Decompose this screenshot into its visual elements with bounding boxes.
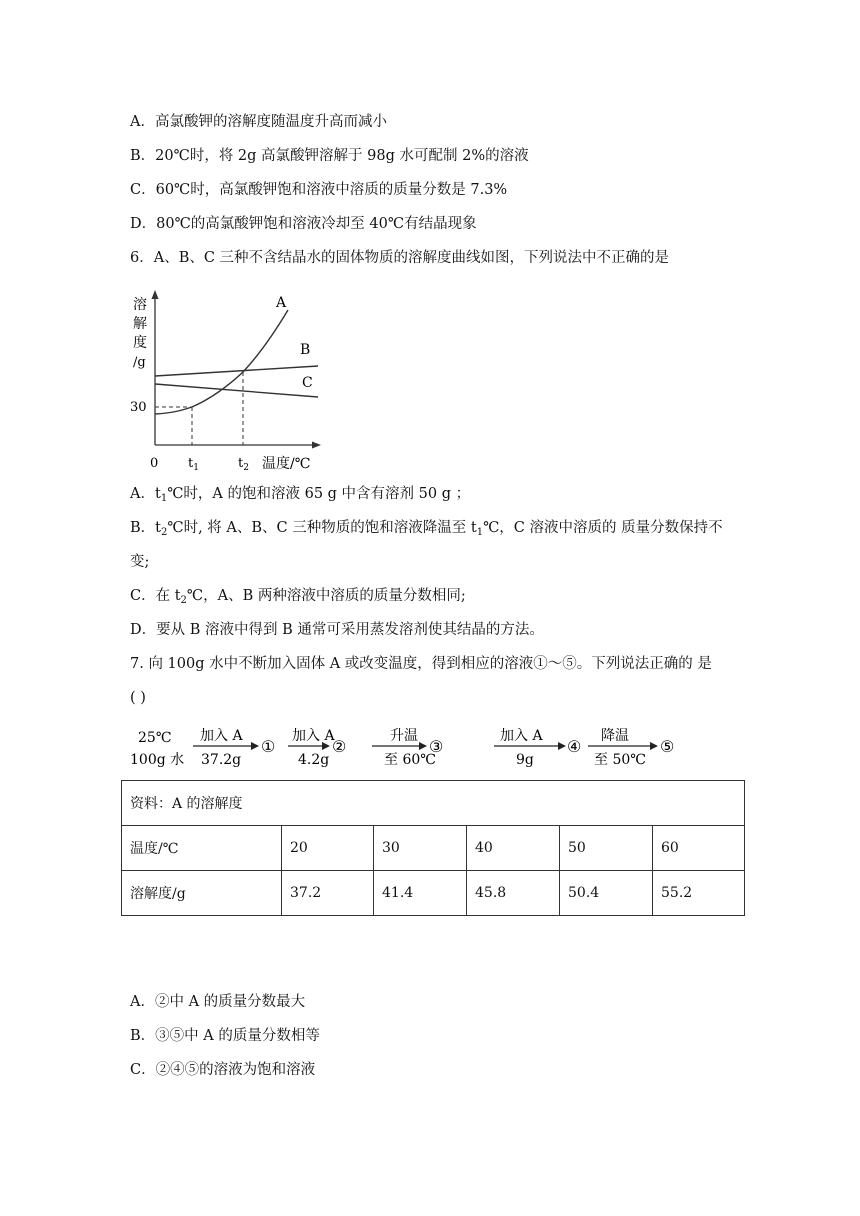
x-tick-t2: $t_2$ bbox=[238, 456, 249, 473]
flow-solution-3: ③ bbox=[429, 737, 444, 756]
curve-c-label: C bbox=[302, 375, 313, 391]
q5-option-d: D．80℃的高氯酸钾饱和溶液冷却至 40℃有结晶现象 bbox=[130, 216, 477, 232]
table-row-label: 溶解度/g bbox=[122, 871, 282, 916]
table-cell: 50 bbox=[560, 826, 653, 871]
curve-a-label: A bbox=[276, 295, 287, 311]
flow-arrowhead-5 bbox=[650, 742, 658, 750]
q7-option-c: C．②④⑤的溶液为饱和溶液 bbox=[130, 1062, 316, 1078]
q7-stem: 7. 向 100g 水中不断加入固体 A 或改变温度，得到相应的溶液①～⑤。下列说法正确的 是 bbox=[130, 656, 712, 672]
q6-stem: 6．A、B、C 三种不含结晶水的固体物质的溶解度曲线如图，下列说法中不正确的是 bbox=[130, 250, 670, 266]
line-b bbox=[155, 366, 318, 376]
origin-label: 0 bbox=[150, 456, 159, 471]
flow-solution-1: ① bbox=[261, 737, 276, 756]
q6-option-b: B．$t_2℃$时, 将 A、B、C 三种物质的饱和溶液降温至 $t_1℃$，C 溶液中溶质的 质量分数保持不 bbox=[130, 520, 723, 538]
table-caption: 资料：A 的溶解度 bbox=[122, 781, 745, 826]
x-axis-arrow bbox=[312, 442, 321, 449]
table-cell: 45.8 bbox=[467, 871, 560, 916]
line-c bbox=[155, 384, 318, 397]
q7-option-a: A．②中 A 的质量分数最大 bbox=[130, 994, 306, 1010]
flow-arrowhead-3 bbox=[419, 742, 427, 750]
table-cell: 30 bbox=[374, 826, 467, 871]
flow-step1-amount: 37.2g bbox=[201, 752, 242, 768]
flow-step4-amount: 9g bbox=[516, 752, 534, 768]
table-cell: 40 bbox=[467, 826, 560, 871]
flow-solution-4: ④ bbox=[567, 737, 582, 756]
table-row bbox=[122, 871, 745, 916]
y-tick-30: 30 bbox=[130, 400, 147, 415]
x-tick-t1: $t_1$ bbox=[188, 456, 199, 473]
table-cell: 55.2 bbox=[653, 871, 745, 916]
flow-step1-action: 加入 A bbox=[200, 728, 243, 744]
table-row bbox=[122, 826, 745, 871]
q5-option-c: C．60℃时，高氯酸钾饱和溶液中溶质的质量分数是 7.3% bbox=[130, 182, 508, 198]
table-cell: 37.2 bbox=[282, 871, 374, 916]
flow-step2-amount: 4.2g bbox=[298, 752, 330, 768]
curve-a bbox=[155, 310, 288, 414]
flow-arrowhead-1 bbox=[251, 742, 259, 750]
flow-step3-action: 升温 bbox=[390, 728, 418, 744]
table-caption-row bbox=[122, 781, 745, 826]
q5-option-a: A．高氯酸钾的溶解度随温度升高而减小 bbox=[130, 114, 387, 130]
table-cell: 20 bbox=[282, 826, 374, 871]
ylabel-char-1: 溶 bbox=[133, 297, 147, 313]
table-cell: 41.4 bbox=[374, 871, 467, 916]
q5-option-b: B．20℃时，将 2g 高氯酸钾溶解于 98g 水可配制 2%的溶液 bbox=[130, 148, 529, 164]
flow-step5-action: 降温 bbox=[601, 728, 629, 744]
flow-step4-action: 加入 A bbox=[500, 728, 543, 744]
flow-step3-condition: 至 60℃ bbox=[384, 752, 436, 768]
flow-start-water: 100g 水 bbox=[130, 752, 185, 768]
curve-b-label: B bbox=[300, 342, 311, 358]
q7-option-b: B．③⑤中 A 的质量分数相等 bbox=[130, 1028, 320, 1044]
q6-option-d: D．要从 B 溶液中得到 B 通常可采用蒸发溶剂使其结晶的方法。 bbox=[130, 622, 544, 638]
table-cell: 50.4 bbox=[560, 871, 653, 916]
table-row-label: 温度/℃ bbox=[122, 826, 282, 871]
flow-solution-2: ② bbox=[332, 737, 347, 756]
ylabel-char-3: 度 bbox=[133, 335, 147, 351]
table-cell: 60 bbox=[653, 826, 745, 871]
flow-step5-condition: 至 50℃ bbox=[594, 752, 646, 768]
solubility-data-table bbox=[121, 780, 745, 916]
solubility-curve-graph bbox=[128, 290, 328, 475]
y-axis-arrow bbox=[152, 290, 159, 299]
flow-start-temp: 25℃ bbox=[138, 730, 172, 746]
flow-solution-5: ⑤ bbox=[660, 737, 675, 756]
q6-option-c: C．在 $t_2℃$，A、B 两种溶液中溶质的质量分数相同; bbox=[130, 588, 466, 606]
ylabel-char-4: /g bbox=[133, 355, 146, 370]
ylabel-char-2: 解 bbox=[133, 316, 147, 332]
x-axis-label: 温度/℃ bbox=[262, 456, 311, 472]
q6-option-a: A．$t_1℃$时，A 的饱和溶液 65 g 中含有溶剂 50 g ； bbox=[130, 486, 471, 504]
q6-option-b-cont: 变; bbox=[130, 554, 150, 570]
flow-arrowhead-4 bbox=[558, 742, 566, 750]
flow-step2-action: 加入 A bbox=[292, 728, 335, 744]
q7-stem-paren: ( ) bbox=[130, 690, 146, 706]
process-flow-diagram bbox=[128, 722, 728, 772]
